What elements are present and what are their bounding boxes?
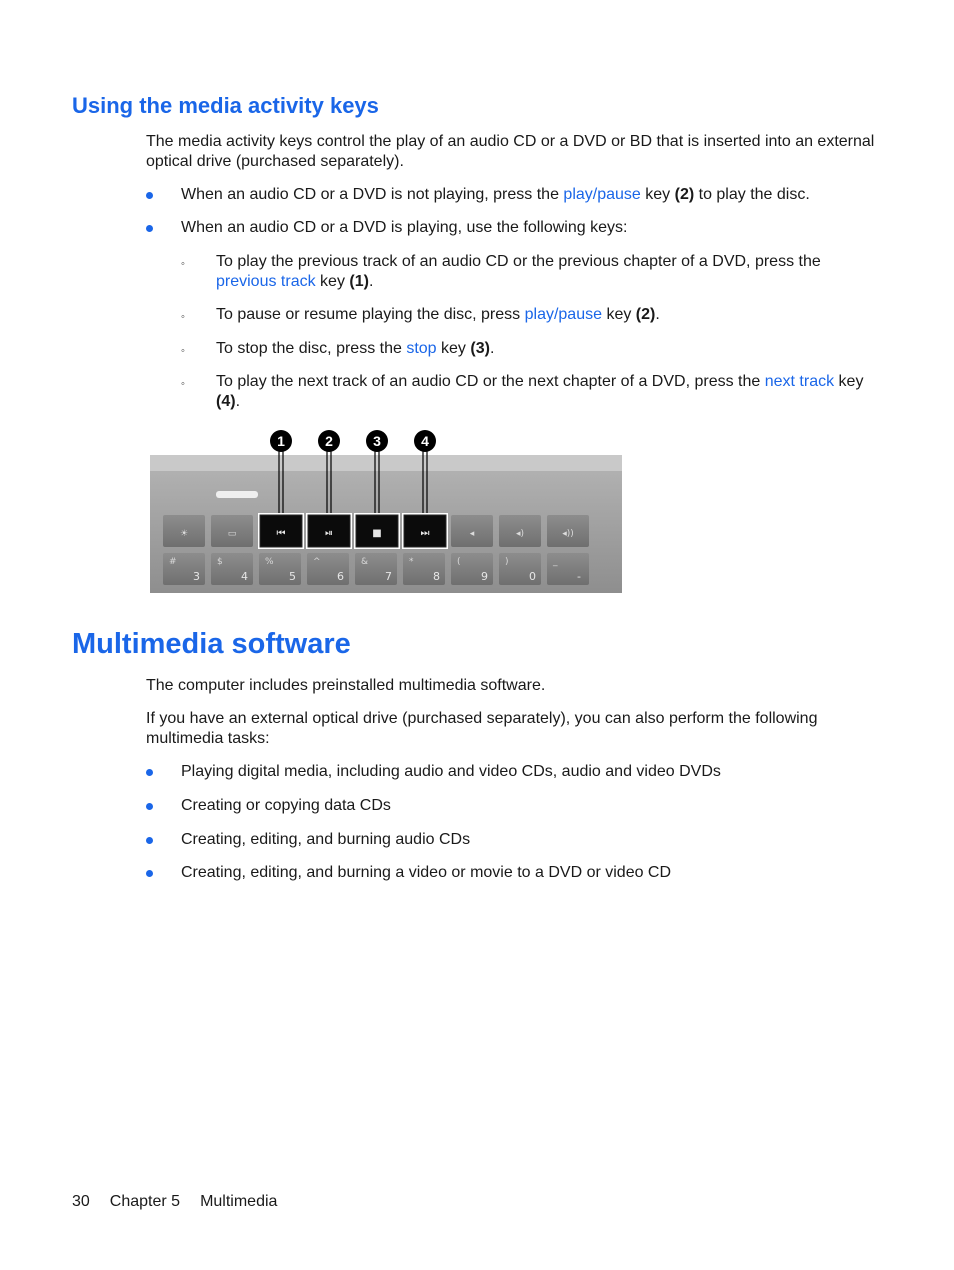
sub-bullet-text: To stop the disc, press the stop key (3). [216, 340, 495, 357]
key-number-label: - [577, 570, 581, 583]
number-key [451, 553, 493, 585]
sub-bullet-icon: ◦ [181, 311, 185, 323]
callout-number: 2 [325, 433, 333, 449]
bullet-icon [146, 870, 153, 877]
stop-link[interactable]: stop [406, 340, 437, 357]
sub-bullet-icon: ◦ [181, 345, 185, 357]
indicator-light [216, 491, 258, 498]
play-pause-link[interactable]: play/pause [524, 306, 602, 323]
media-key-glyph: ⏭ [420, 528, 430, 539]
function-key [451, 515, 493, 547]
software-paragraph: The computer includes preinstalled multimedia software. [146, 677, 546, 694]
page-footer [72, 1193, 297, 1211]
next-track-link[interactable]: next track [764, 373, 835, 390]
bullet-icon [146, 837, 153, 844]
page-number: 30 [72, 1193, 90, 1210]
media-key [402, 513, 448, 549]
key-number-label: 9 [481, 570, 488, 583]
number-key [163, 553, 205, 585]
key-number-label: 6 [337, 570, 344, 583]
bullet-icon [146, 803, 153, 810]
function-key-glyph: ▭ [227, 529, 237, 539]
key-shift-symbol: & [361, 557, 369, 567]
keyboard-illustration [150, 425, 622, 595]
media-key [306, 513, 352, 549]
function-key [499, 515, 541, 547]
key-shift-symbol: $ [217, 557, 223, 567]
number-key [211, 553, 253, 585]
number-key [307, 553, 349, 585]
key-shift-symbol: ( [457, 557, 461, 567]
function-key [163, 515, 205, 547]
sub-bullet-text: To play the previous track of an audio CD or the previous chapter of a DVD, press the previous track key (1). [216, 253, 821, 290]
chapter-label: Chapter 5 [109, 1193, 181, 1210]
intro-paragraph: The media activity keys control the play of an audio CD or a DVD or BD that is inserted into an external optical drive (purchased separately). [146, 133, 875, 170]
function-key-row [163, 513, 589, 549]
bullet-icon [146, 225, 153, 232]
section-heading-multimedia-software: Multimedia software [72, 628, 351, 660]
function-key-glyph: ◂) [515, 529, 525, 539]
key-number-label: 7 [385, 570, 392, 583]
function-key [547, 515, 589, 547]
key-shift-symbol: * [409, 557, 414, 567]
callout-number: 4 [421, 433, 429, 449]
key-number-label: 0 [529, 570, 536, 583]
key-number-label: 3 [193, 570, 200, 583]
keyboard-top-edge [150, 455, 622, 471]
media-key [354, 513, 400, 549]
key-shift-symbol: ) [505, 557, 509, 567]
sub-bullet-icon: ◦ [181, 258, 185, 270]
key-shift-symbol: # [169, 557, 177, 567]
key-shift-symbol: _ [553, 557, 558, 567]
sub-bullet-icon: ◦ [181, 378, 185, 390]
media-key-glyph: ⏮ [276, 528, 286, 539]
key-number-label: 4 [241, 570, 248, 583]
function-key-glyph: ☀ [179, 529, 189, 539]
key-shift-symbol: ^ [313, 557, 321, 567]
task-item-text: Creating, editing, and burning a video or movie to a DVD or video CD [181, 864, 672, 881]
bullet-icon [146, 769, 153, 776]
key-shift-symbol: % [265, 557, 274, 567]
function-key-glyph: ◂ [469, 529, 475, 539]
number-key [259, 553, 301, 585]
section-heading-media-keys: Using the media activity keys [72, 93, 379, 118]
media-key-glyph: ⏯ [325, 528, 333, 539]
number-key [403, 553, 445, 585]
chapter-title: Multimedia [200, 1193, 278, 1210]
task-item-text: Playing digital media, including audio and video CDs, audio and video DVDs [181, 763, 721, 780]
media-key-glyph: ■ [372, 528, 382, 539]
play-pause-link[interactable]: play/pause [563, 186, 641, 203]
previous-track-link[interactable]: previous track [216, 273, 316, 290]
number-key [547, 553, 589, 585]
number-key [499, 553, 541, 585]
function-key-glyph: ◂)) [562, 529, 574, 539]
callout-number: 1 [277, 433, 285, 449]
task-item-text: Creating or copying data CDs [181, 797, 391, 814]
key-number-label: 5 [289, 570, 296, 583]
task-item-text: Creating, editing, and burning audio CDs [181, 831, 471, 848]
number-key [355, 553, 397, 585]
sub-bullet-text: To pause or resume playing the disc, press play/pause key (2). [216, 306, 660, 323]
bullet-icon [146, 192, 153, 199]
optical-drive-paragraph: If you have an external optical drive (purchased separately), you can also perform the following multimedia tasks: [146, 710, 818, 747]
callout-number: 3 [373, 433, 381, 449]
number-key-row [163, 553, 589, 585]
function-key [211, 515, 253, 547]
bullet-text: When an audio CD or a DVD is not playing, press the play/pause key (2) to play the disc. [181, 186, 810, 203]
key-number-label: 8 [433, 570, 440, 583]
sub-bullet-text: To play the next track of an audio CD or the next chapter of a DVD, press the next track key (4). [216, 373, 864, 410]
bullet-text: When an audio CD or a DVD is playing, use the following keys: [181, 219, 628, 236]
media-key [258, 513, 304, 549]
